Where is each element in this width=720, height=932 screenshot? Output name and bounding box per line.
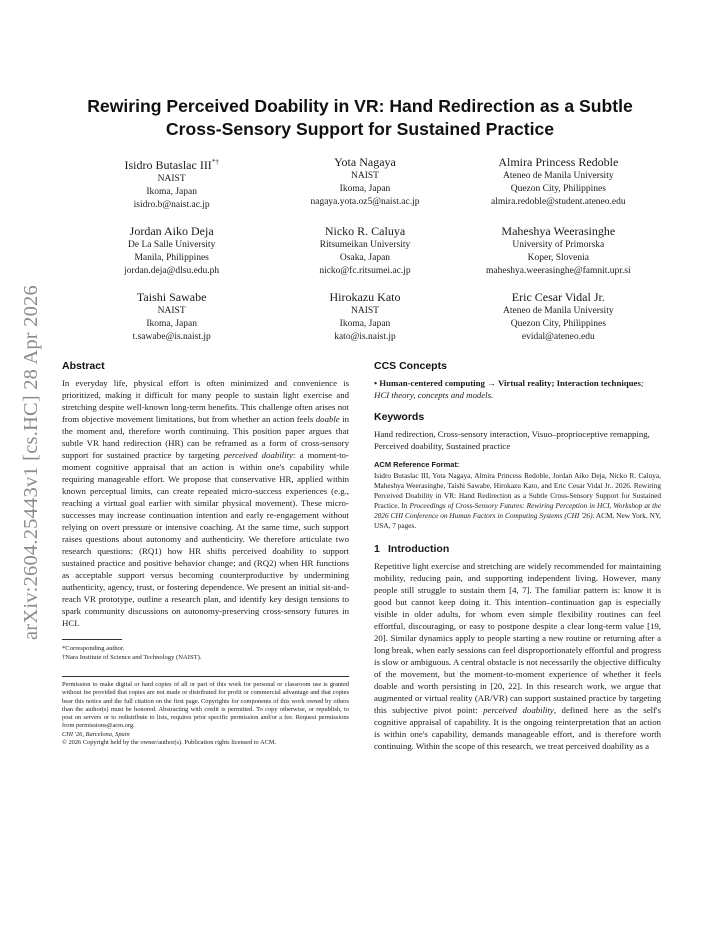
author-name: Jordan Aiko Deja — [129, 224, 214, 238]
arxiv-identifier: arXiv:2604.25443v1 [cs.HC] 28 Apr 2026 — [20, 285, 42, 640]
author-location: Ikoma, Japan — [146, 319, 197, 329]
author-affiliation: NAIST — [157, 174, 186, 184]
copyright-line: © 2026 Copyright held by the owner/author(s). Publication rights licensed to ACM. — [62, 739, 277, 747]
author-location: Ikoma, Japan — [339, 184, 391, 194]
author-name: Hirokazu Kato — [329, 290, 401, 304]
author-location: Ikoma, Japan — [339, 319, 391, 329]
author-marks: *† — [211, 158, 219, 166]
author-location: Osaka, Japan — [339, 253, 391, 263]
author-affiliation: Ateneo de Manila University — [503, 171, 614, 181]
author-email[interactable]: t.sawabe@is.naist.jp — [132, 332, 211, 342]
keywords-heading: Keywords — [374, 411, 425, 423]
author-location: Koper, Slovenia — [527, 253, 589, 263]
venue-line: CHI '26, Barcelona, Spain — [62, 730, 130, 738]
author-entry — [75, 223, 268, 278]
author-email[interactable]: nagaya.yota.oz5@naist.ac.jp — [310, 197, 420, 207]
author-affiliation: University of Primorska — [512, 240, 605, 250]
paper-title: Rewiring Perceived Doability in VR: Hand Redirection as a Subtle Cross-Sensory Support for Sustained Practice — [87, 96, 633, 139]
author-email[interactable]: jordan.deja@dlsu.edu.ph — [124, 266, 220, 276]
author-email[interactable]: almira.redoble@student.ateneo.edu — [491, 197, 626, 207]
author-name: Yota Nagaya — [334, 155, 396, 169]
acm-reference: Isidro Butaslac III, Yota Nagaya, Almira Princess Redoble, Jordan Aiko Deja, Nicko R. Caluya, Maheshya Weerasinghe, Taishi Sawabe, Hirokazu Kato, and Eric Cesar Vidal Jr.. 2026. Rewiring Perceived Doability in VR: Hand Redirection as a Subtle Cross-Sensory Support for Sustained Practice. In Proceedings of Cross-Sensory Futures: Rewiring Perception in HCI, Workshop at the 2026 CHI Conference on Human Factors in Computing Systems (CHI '26). ACM, New York, NY, USA, 7 pages. — [374, 471, 662, 530]
footnote-affiliation: †Nara Institute of Science and Technology (NAIST). — [62, 654, 202, 661]
author-location: Quezon City, Philippines — [510, 184, 606, 194]
introduction-text: Repetitive light exercise and stretching are widely recommended for maintaining mobility, reducing pain, and supporting independent living. However, many people still struggle to sustain them [4, 7]. The familiar pattern is: know it is good but cannot keep doing it. This intention–continuation gap is especially visible in older adults, for whom even simple flexibility routines can feel effortful, discouraging, or easy to postpone despite a clear long-term value [19, 20]. Similar dynamics apply to people starting a new routine or returning after a long break, when early sessions can feel disproportionately effortful and progress is slow or ambiguous. A central obstacle is not necessarily the objective difficulty of the movement, but the moment-to-moment experience of whether it feels doable and worth persisting in [20, 22]. In this research work, we argue that augmented or virtual reality (AR/VR) can support sustained practice by targeting this subjective pivot point: perceived doability, defined here as the self's cognitive appraisal of capability. It is the ongoing reinterpretation that an action is within one's capability, demands manageable effort, and is therefore worth continuing. Within the scope of this research, we treat perceived doability as a — [374, 561, 661, 751]
author-name: Nicko R. Caluya — [324, 224, 406, 238]
footnote-divider — [62, 639, 122, 640]
author-entry — [462, 154, 655, 212]
footnote-corresponding: *Corresponding author. — [62, 645, 125, 652]
author-entry — [268, 154, 461, 212]
author-location: Manila, Philippines — [134, 253, 209, 263]
right-column — [374, 360, 661, 752]
author-location: Quezon City, Philippines — [510, 319, 606, 329]
author-email[interactable]: isidro.b@naist.ac.jp — [133, 200, 210, 210]
author-name: Eric Cesar Vidal Jr. — [511, 290, 605, 304]
author-email[interactable]: nicko@fc.ritsumei.ac.jp — [319, 266, 411, 276]
permission-notice: Permission to make digital or hard copies of all or part of this work for personal or classroom use is granted without fee provided that copies are not made or distributed for profit or commercial advantage and that copies bear this notice and the full citation on the first page. Copyrights for components of this work owned by others than the author(s) must be honored. Abstracting with credit is permitted. To copy otherwise, or republish, to post on servers or to redistribute to lists, requires prior specific permission and/or a fee. Request permissions from permissions@acm.org. — [62, 681, 349, 730]
author-affiliation: NAIST — [351, 306, 379, 316]
author-email[interactable]: kato@is.naist.jp — [334, 332, 396, 342]
ccs-heading: CCS Concepts — [374, 360, 447, 372]
author-name: Maheshya Weerasinghe — [501, 224, 616, 238]
author-entry — [462, 289, 655, 344]
author-entry — [462, 223, 655, 278]
author-entry — [75, 154, 268, 212]
ccs-concepts: • Human-centered computing → Virtual reality; Interaction techniques; HCI theory, concepts and models. — [374, 378, 644, 400]
author-entry — [268, 289, 461, 344]
abstract-text: In everyday life, physical effort is often minimized and convenience is prioritized, making it difficult for many people to sustain light exercise and stretching despite well-known long-term benefits. This challenge often arises not from objective movement limitations, but from whether an action feels doable in the moment and, therefore worth continuing. This position paper argues that subtle VR hand redirection (HR) can be reframed as a form of cross-sensory support for sustained practice by targeting perceived doability: a moment-to-moment cognitive appraisal that an action is within one's capability while requiring manageable effort. We propose that conservative HR, applied within known perceptual limits, can create repeated micro-success experiences (e.g., reaching a virtual goal earlier with similar physical movement). These micro-successes may increase continuation intention and early re-engagement without relying on overt pressure or intensive coaching. At the same time, such support raises questions about autonomy and authenticity. We therefore articulate two research questions: (RQ1) how HR shifts perceived doability to support sustained practice and positive behavior change; and (RQ2) when HR functions as acceptable support versus becoming counterproductive by undermining authenticity, agency, trust, or fostering dependence. We present an initial sit-and-reach VR prototype, outline a research plan, and identify key design tensions to spark community discussions on autonomy-preserving cross-sensory futures in HCI. — [62, 378, 349, 628]
author-name: Isidro Butaslac III*† — [124, 158, 219, 172]
author-block — [75, 154, 655, 344]
author-affiliation: NAIST — [157, 306, 186, 316]
author-name: Taishi Sawabe — [136, 290, 207, 304]
author-entry — [268, 223, 461, 278]
keywords-text: Hand redirection, Cross-sensory interaction, Visuo–proprioceptive remapping, Perceived doability, Sustained practice — [374, 429, 650, 451]
introduction-heading: 1 Introduction — [374, 543, 450, 555]
left-column — [62, 360, 349, 747]
permission-divider — [62, 676, 349, 677]
author-email[interactable]: maheshya.weerasinghe@famnit.upr.si — [486, 266, 631, 276]
author-entry — [75, 289, 268, 344]
author-affiliation: Ritsumeikan University — [319, 240, 411, 250]
author-name: Almira Princess Redoble — [498, 155, 619, 169]
author-affiliation: NAIST — [351, 171, 379, 181]
author-affiliation: De La Salle University — [128, 240, 216, 250]
acm-reference-heading: ACM Reference Format: — [374, 460, 460, 469]
abstract-heading: Abstract — [62, 360, 105, 372]
author-email[interactable]: evidal@ateneo.edu — [521, 332, 595, 342]
author-location: Ikoma, Japan — [146, 187, 197, 197]
author-affiliation: Ateneo de Manila University — [503, 306, 614, 316]
